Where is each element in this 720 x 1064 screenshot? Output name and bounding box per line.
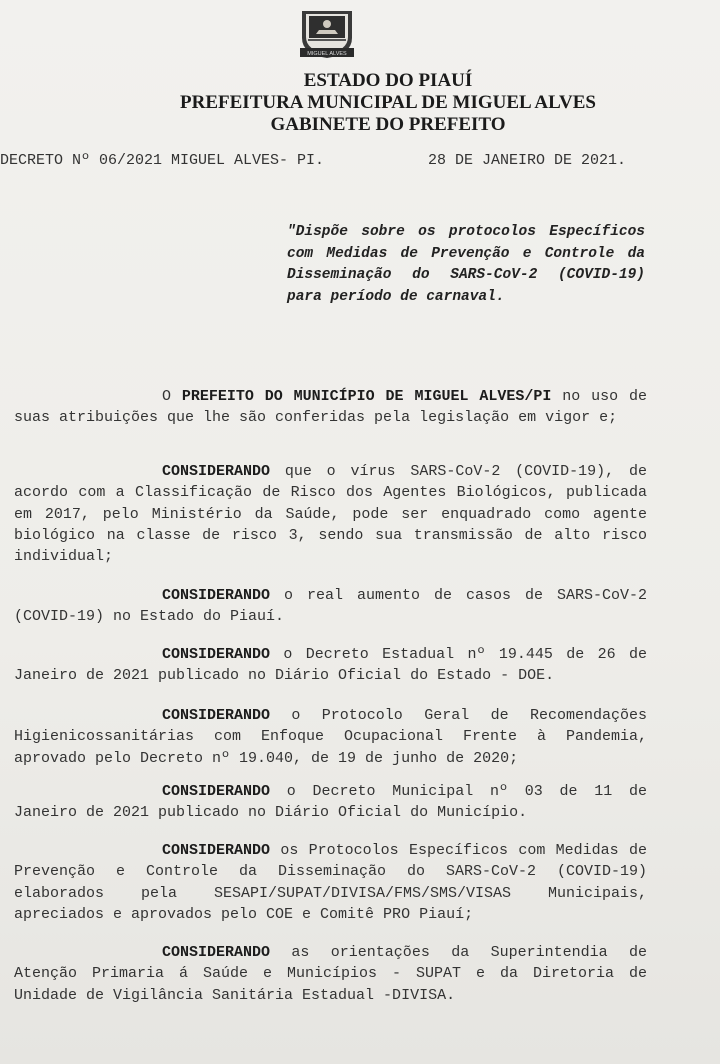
header-state: ESTADO DO PIAUÍ bbox=[303, 70, 473, 91]
considerando-paragraph-2 bbox=[14, 585, 647, 628]
considerando-lead: CONSIDERANDO bbox=[162, 707, 271, 724]
considerando-paragraph-1 bbox=[14, 461, 647, 567]
considerando-text: os Protocolos Específicos com Medidas de Prevenção e Controle da Disseminação do SARS-CoV-2 (COVID-19) elaborados pela SESAPI/SUPAT/DIVISA/FMS/SMS/VISAS Municipais, apreciados e aprovados pelo COE e Comitê PRO Piauí; bbox=[14, 842, 647, 923]
preamble-lead: PREFEITO DO MUNICÍPIO DE MIGUEL ALVES/PI bbox=[181, 388, 552, 405]
considerando-text: o Protocolo Geral de Recomendações Higienicossanitárias com Enfoque Ocupacional Frente à Pandemia, aprovado pelo Decreto nº 19.040, de 19 de junho de 2020; bbox=[14, 707, 647, 767]
considerando-paragraph-7 bbox=[14, 942, 647, 1006]
considerando-lead: CONSIDERANDO bbox=[162, 783, 271, 800]
considerando-text: o Decreto Estadual nº 19.445 de 26 de Janeiro de 2021 publicado no Diário Oficial do Estado - DOE. bbox=[14, 646, 647, 685]
preamble-paragraph bbox=[14, 386, 647, 429]
considerando-text: o real aumento de casos de SARS-CoV-2 (COVID-19) no Estado do Piauí. bbox=[14, 587, 647, 626]
considerando-lead: CONSIDERANDO bbox=[162, 587, 271, 604]
header-municipality: PREFEITURA MUNICIPAL DE MIGUEL ALVES bbox=[180, 92, 596, 113]
decree-date: 28 DE JANEIRO DE 2021. bbox=[428, 152, 627, 169]
considerando-text: as orientações da Superintendia de Atenção Primaria á Saúde e Municípios - SUPAT e da Diretoria de Unidade de Vigilância Sanitária Estadual -DIVISA. bbox=[14, 944, 647, 1004]
emblem-banner-text: MIGUEL ALVES bbox=[307, 51, 347, 57]
considerando-paragraph-4 bbox=[14, 705, 647, 769]
decree-line bbox=[0, 152, 660, 169]
considerando-text: o Decreto Municipal nº 03 de 11 de Janeiro de 2021 publicado no Diário Oficial do Município. bbox=[14, 783, 647, 822]
considerando-lead: CONSIDERANDO bbox=[162, 842, 271, 859]
considerando-paragraph-3 bbox=[14, 644, 647, 687]
considerando-lead: CONSIDERANDO bbox=[162, 944, 271, 961]
considerando-lead: CONSIDERANDO bbox=[162, 463, 271, 480]
header-office: GABINETE DO PREFEITO bbox=[270, 114, 506, 135]
considerando-lead: CONSIDERANDO bbox=[162, 646, 271, 663]
preamble-text: no uso de suas atribuições que lhe são conferidas pela legislação em vigor e; bbox=[14, 388, 647, 427]
document-header bbox=[28, 70, 720, 136]
considerando-paragraph-6 bbox=[14, 840, 647, 925]
decree-ementa: "Dispõe sobre os protocolos Específicos com Medidas de Prevenção e Controle da Disseminação do SARS-CoV-2 (COVID-19) para período de carnaval. bbox=[287, 224, 645, 305]
considerando-paragraph-5 bbox=[14, 781, 647, 824]
considerando-text: que o vírus SARS-CoV-2 (COVID-19), de acordo com a Classificação de Risco dos Agentes Biológicos, publicada em 2017, pelo Ministério da Saúde, pode ser enquadrado como agente biológico na classe de risco 3, sendo sua transmissão de alto risco individual; bbox=[14, 463, 647, 566]
decree-number: DECRETO Nº 06/2021 MIGUEL ALVES- PI. bbox=[0, 152, 325, 169]
preamble-prefix: O bbox=[162, 388, 182, 405]
municipal-coat-of-arms-icon bbox=[296, 8, 358, 60]
